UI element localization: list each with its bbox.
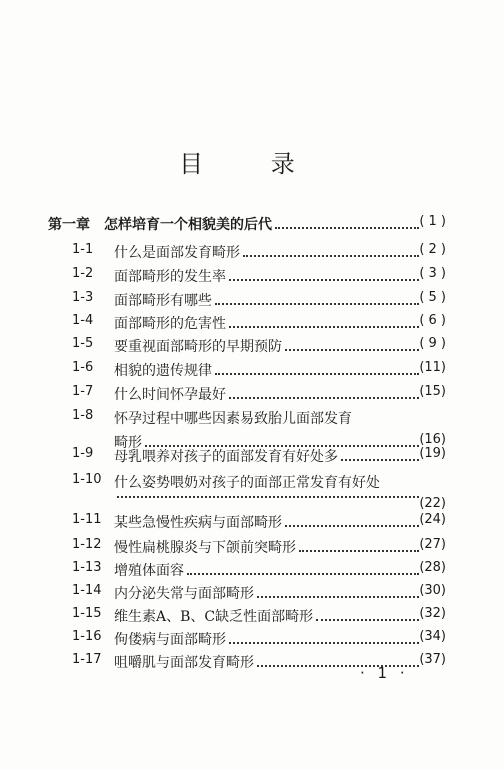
toc-entry-title-continued: 畸形 [114,435,142,451]
leader-dots [257,596,419,598]
toc-entry-title: 怀孕过程中哪些因素易致胎儿面部发育 [114,411,352,427]
toc-entry-title: 要重视面部畸形的早期预防 [114,339,282,355]
toc-entry-title: 增殖体面容 [114,563,184,579]
toc-entry-page: (30) [419,583,446,598]
toc-entry-line [114,537,422,557]
toc-entry-title: 什么是面部发育畸形 [114,245,240,261]
toc-entry-number: 1-9 [72,446,94,461]
toc-entry-title: 母乳喂养对孩子的面部发育有好处多 [114,449,338,465]
toc-entry-line [114,266,422,286]
toc-entry-page: (16) [419,432,446,447]
toc-entry-line [114,512,422,532]
toc-entry-line [114,606,422,626]
toc-entry-number: 1-12 [72,537,102,552]
toc-entry-page: (15) [419,384,446,399]
toc-entry-number: 1-2 [72,266,94,281]
leader-dots [215,303,419,305]
page-number: · 1 · [360,664,409,682]
toc-entry-page: (34) [419,629,446,644]
leader-dots [243,255,419,257]
toc-entry-line [114,290,422,310]
leader-dots [229,642,419,644]
toc-entry-number: 1-17 [72,652,102,667]
toc-entry-title: 内分泌失常与面部畸形 [114,586,254,602]
toc-entry-number: 第一章 [48,217,90,233]
toc-entry-number: 1-11 [72,512,102,527]
toc-entry-title: 什么姿势喂奶对孩子的面部正常发育有好处 [114,475,380,491]
toc-entry-title: 面部畸形的危害性 [114,316,226,332]
toc-entry-title: 慢性扁桃腺炎与下颌前突畸形 [114,540,296,556]
leader-dots [229,397,419,399]
toc-entry-line [114,360,422,380]
toc-entry-number: 1-8 [72,408,94,423]
leader-dots [316,619,419,621]
leader-dots [117,496,419,498]
toc-entry-title: 佝偻病与面部畸形 [114,632,226,648]
toc-entry-title: 某些急慢性疾病与面部畸形 [114,515,282,531]
toc-entry-line [104,214,422,234]
toc-entry-line [114,560,422,580]
toc-entry-number: 1-4 [72,313,94,328]
toc-entry-number: 1-7 [72,384,94,399]
toc-entry-line [114,384,422,404]
leader-dots [215,373,419,375]
toc-entry-title: 面部畸形的发生率 [114,269,226,285]
toc-entry-page: (27) [419,537,446,552]
leader-dots [229,279,419,281]
toc-entry-line [114,629,422,649]
toc-entry-line [114,408,422,428]
toc-entry-page: (22) [419,496,446,511]
toc-entry-page: ( 6 ) [419,313,446,328]
leader-dots [341,459,419,461]
toc-entry-page: ( 9 ) [419,336,446,351]
toc-entry-line [114,242,422,262]
toc-entry-title: 怎样培育一个相貌美的后代 [104,217,272,233]
leader-dots [187,573,419,575]
toc-entry-line [114,313,422,333]
leader-dots [285,349,419,351]
toc-entry-number: 1-16 [72,629,102,644]
toc-entry-number: 1-10 [72,472,102,487]
toc-entry-number: 1-15 [72,606,102,621]
toc-entry-title: 维生素A、B、C缺乏性面部畸形 [114,609,314,625]
toc-entry-number: 1-3 [72,290,94,305]
toc-entry-page: (11) [419,360,446,375]
toc-entry-title: 面部畸形有哪些 [114,293,212,309]
toc-entry-number: 1-13 [72,560,102,575]
toc-entry-line [114,472,422,492]
toc-entry-number: 1-14 [72,583,102,598]
leader-dots [229,326,419,328]
toc-entry-title: 咀嚼肌与面部发育畸形 [114,655,254,671]
toc-entry-title: 相貌的遗传规律 [114,363,212,379]
toc-entry-line [114,583,422,603]
leader-dots [285,525,419,527]
toc-entry-page: ( 5 ) [419,290,446,305]
toc-entry-number: 1-1 [72,242,94,257]
toc-entry-number: 1-5 [72,336,94,351]
toc-entry-title: 什么时间怀孕最好 [114,387,226,403]
toc-entry-page: ( 1 ) [419,214,446,229]
toc-entry-number: 1-6 [72,360,94,375]
leader-dots [275,227,419,229]
leader-dots [299,550,419,552]
toc-entry-line [114,446,422,466]
toc-entry-page: (24) [419,512,446,527]
toc-entry-page: (19) [419,446,446,461]
page-title: 目 录 [179,150,325,178]
toc-entry-page: ( 3 ) [419,266,446,281]
toc-entry-page: (28) [419,560,446,575]
toc-entry-page: (37) [419,652,446,667]
toc-entry-line [114,496,422,501]
toc-entry-page: ( 2 ) [419,242,446,257]
toc-entry-line [114,336,422,356]
toc-entry-page: (32) [419,606,446,621]
